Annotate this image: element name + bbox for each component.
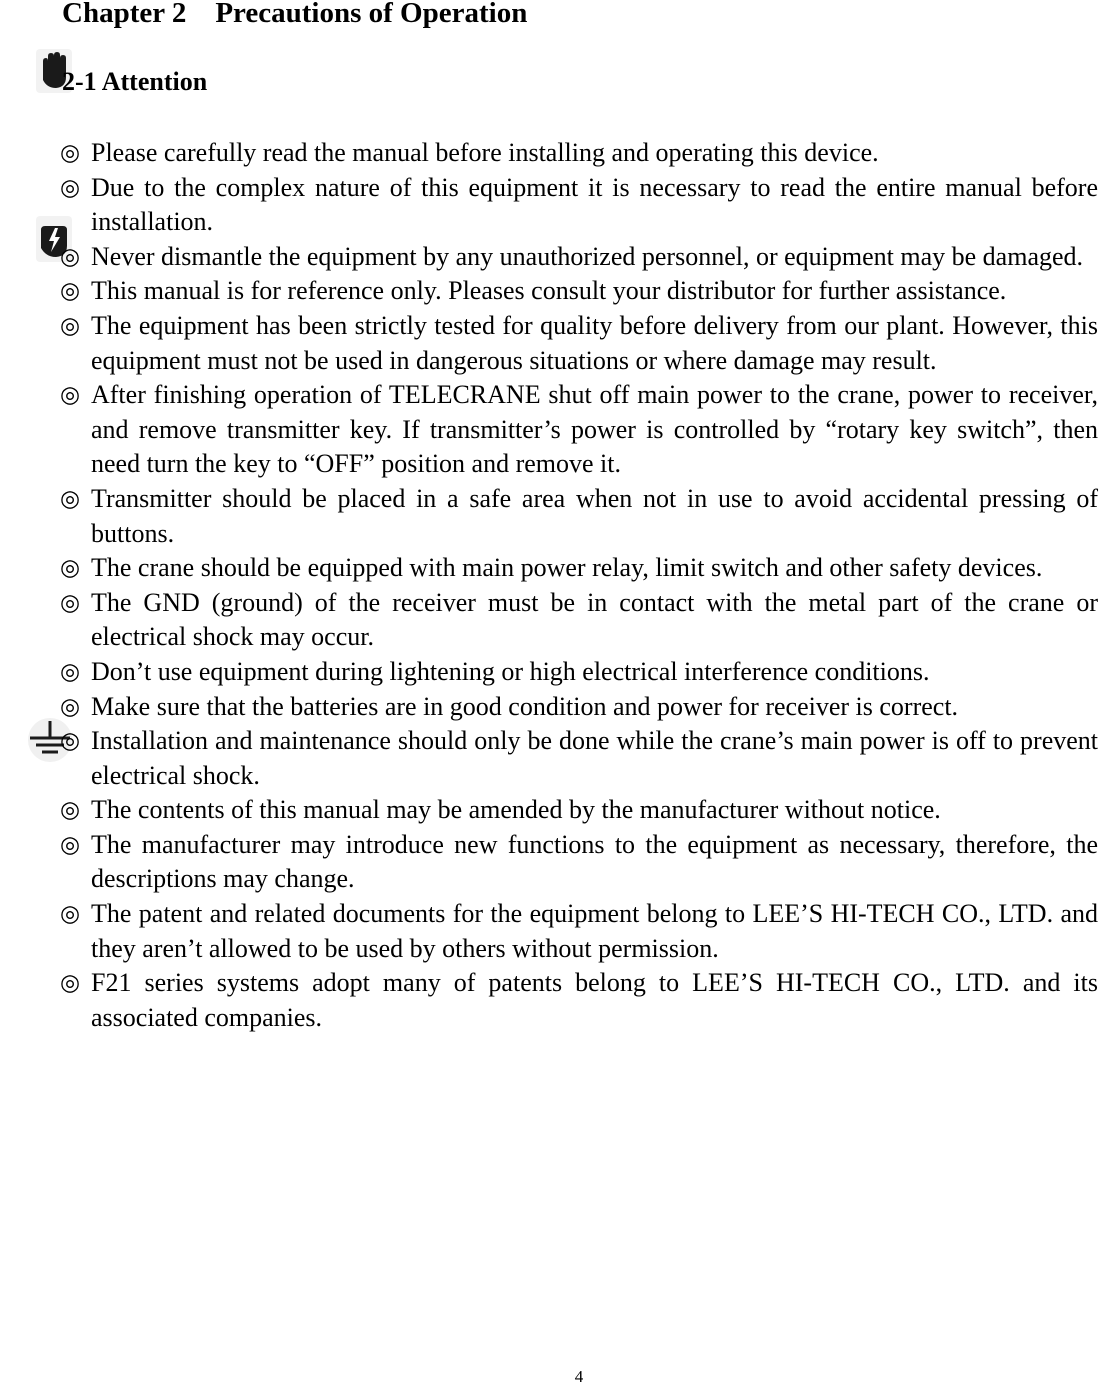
- attention-item: [60, 828, 1098, 897]
- item-text: The equipment has been strictly tested for quality before delivery from our plant. However, this equipment must not be used in dangerous situations or where damage may result.: [91, 310, 1098, 375]
- attention-item: [60, 309, 1098, 378]
- item-text: The contents of this manual may be amended by the manufacturer without notice.: [91, 795, 941, 825]
- item-text: Due to the complex nature of this equipment it is necessary to read the entire manual before installation.: [91, 172, 1098, 237]
- attention-item: [60, 136, 1098, 171]
- item-text: The crane should be equipped with main power relay, limit switch and other safety devices.: [91, 553, 1043, 583]
- bullet-icon: ◎: [60, 831, 81, 858]
- item-text: After finishing operation of TELECRANE shut off main power to the crane, power to receiver, and remove transmitter key. If transmitter’s power is controlled by “rotary key switch”, then need turn the key to “OFF” position and remove it.: [91, 380, 1098, 479]
- bullet-icon: ◎: [60, 140, 81, 166]
- bullet-icon: ◎: [60, 243, 81, 270]
- item-text: The patent and related documents for the equipment belong to LEE’S HI-TECH CO., LTD. and they aren’t allowed to be used by others without permission.: [91, 899, 1098, 963]
- attention-item: [60, 551, 1098, 586]
- bullet-icon: ◎: [60, 174, 81, 201]
- bullet-icon: ◎: [60, 901, 81, 928]
- item-text: The GND (ground) of the receiver must be in contact with the metal part of the crane or electrical shock may occur.: [91, 587, 1098, 652]
- bullet-icon: ◎: [60, 797, 81, 824]
- bullet-icon: ◎: [60, 555, 81, 582]
- item-text: This manual is for reference only. Pleases consult your distributor for further assistance.: [91, 276, 1007, 306]
- attention-item: [60, 655, 1098, 690]
- item-text: Please carefully read the manual before installing and operating this device.: [91, 138, 879, 167]
- bullet-icon: ◎: [60, 485, 81, 512]
- bullet-icon: ◎: [60, 382, 81, 409]
- attention-item: [60, 171, 1098, 240]
- attention-item: [60, 690, 1098, 725]
- attention-list: [60, 136, 1098, 1035]
- section-title: 2-1 Attention: [62, 67, 208, 96]
- attention-item: [60, 724, 1098, 793]
- attention-item: [60, 274, 1098, 309]
- item-text: Don’t use equipment during lightening or high electrical interference conditions.: [91, 656, 930, 686]
- attention-item: [60, 378, 1098, 482]
- bullet-icon: ◎: [60, 589, 81, 616]
- item-text: Transmitter should be placed in a safe area when not in use to avoid accidental pressing of buttons.: [91, 483, 1098, 548]
- bullet-icon: ◎: [60, 278, 81, 305]
- bullet-icon: ◎: [60, 693, 81, 720]
- bullet-icon: ◎: [60, 728, 81, 755]
- attention-item: [60, 482, 1098, 551]
- bullet-icon: ◎: [60, 658, 81, 685]
- item-text: Make sure that the batteries are in good condition and power for receiver is correct.: [91, 691, 959, 721]
- bullet-icon: ◎: [60, 970, 81, 997]
- page-number: 4: [574, 1367, 584, 1386]
- attention-item: [60, 966, 1098, 1035]
- item-text: Installation and maintenance should only be done while the crane’s main power is off to prevent electrical shock.: [91, 726, 1098, 790]
- attention-item: [60, 586, 1098, 655]
- item-text: F21 series systems adopt many of patents belong to LEE’S HI-TECH CO., LTD. and its associated companies.: [91, 968, 1098, 1032]
- item-text: The manufacturer may introduce new functions to the equipment as necessary, therefore, the descriptions may change.: [91, 829, 1098, 894]
- chapter-title: Chapter 2 Precautions of Operation: [62, 0, 528, 29]
- bullet-icon: ◎: [60, 312, 81, 339]
- attention-item: [60, 240, 1098, 275]
- attention-item: [60, 897, 1098, 966]
- item-text: Never dismantle the equipment by any unauthorized personnel, or equipment may be damaged.: [91, 241, 1084, 271]
- attention-item: [60, 793, 1098, 828]
